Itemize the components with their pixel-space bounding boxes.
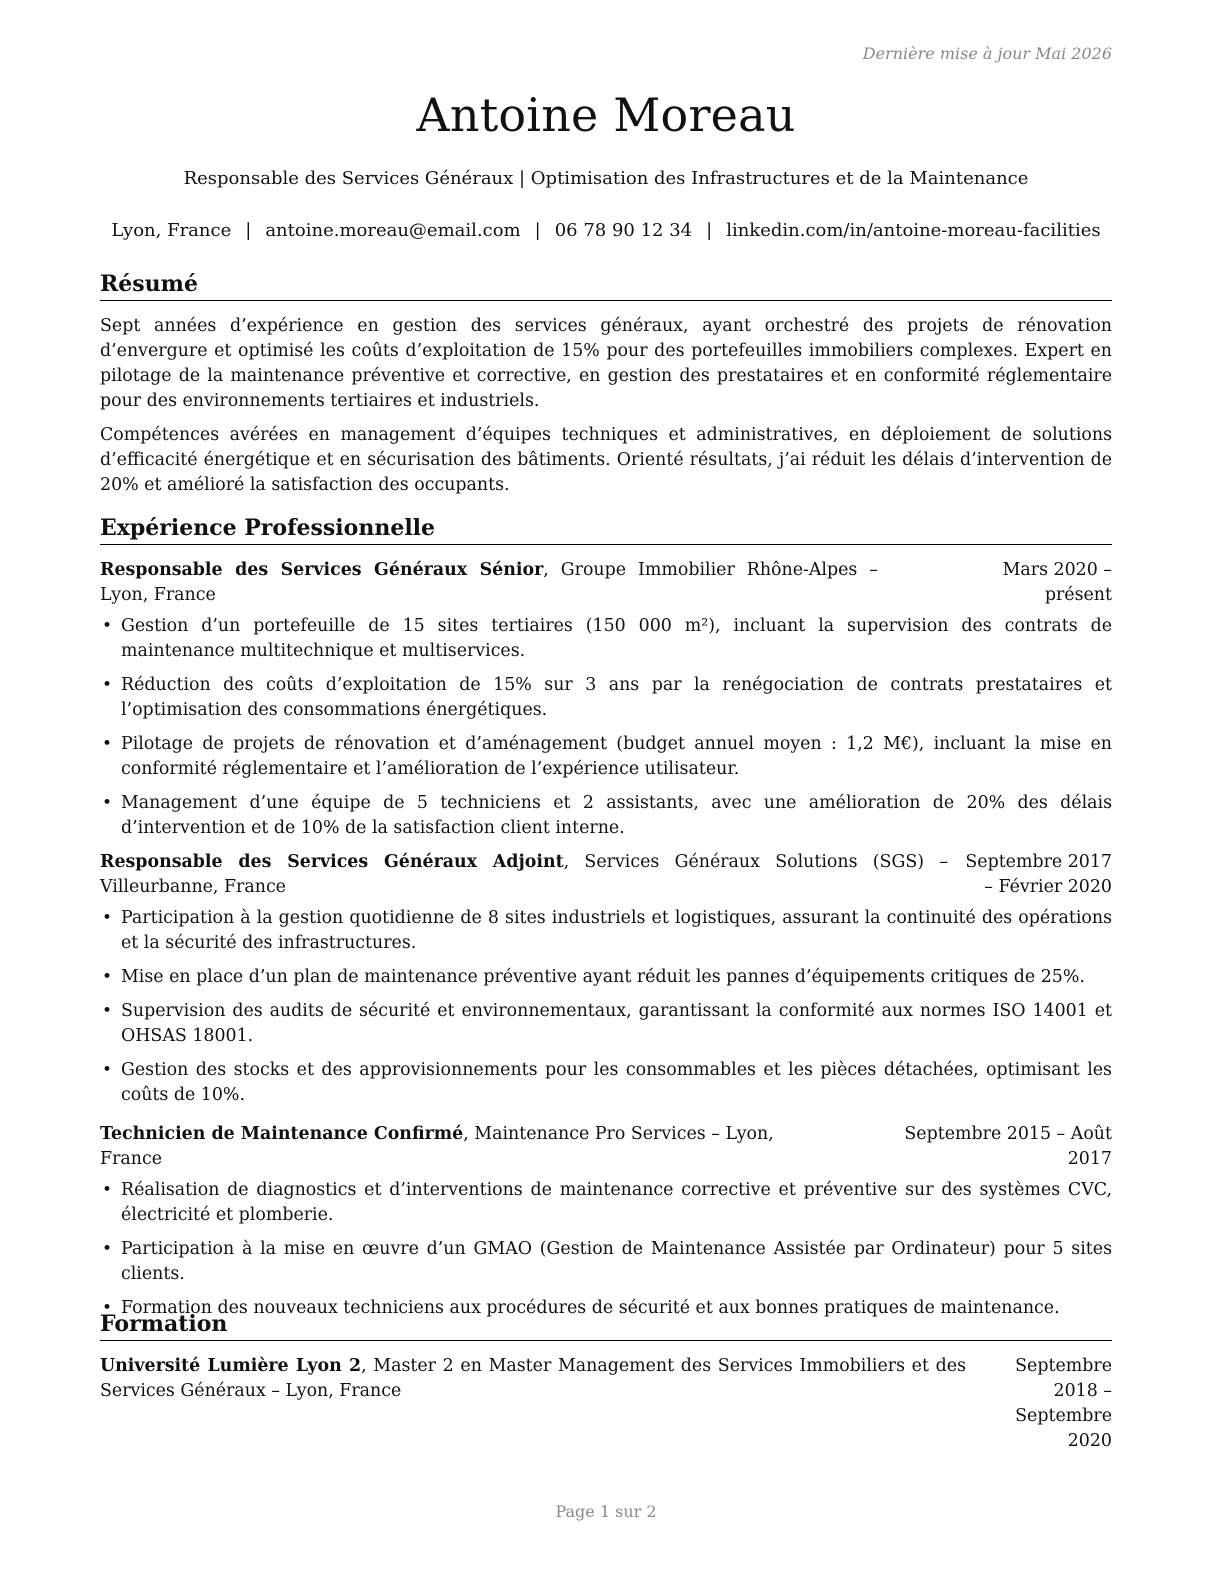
list-item: • Formation des nouveaux techniciens aux procédures de sécurité et aux bonnes pratiques de maintenance. xyxy=(100,1296,1112,1321)
job-dates: Septembre 2015 – Août 2017 xyxy=(904,1124,1112,1169)
education-detail: , Master 2 en Master Management des Services Immobiliers et des Services Généraux – Lyon, France xyxy=(100,1356,966,1401)
list-item: • Participation à la gestion quotidienne de 8 sites industriels et logistiques, assurant la continuité des opérations et la sécurité des infrastructures. xyxy=(100,906,1112,956)
section-title-education: Formation xyxy=(100,1310,1112,1341)
resume-page xyxy=(100,0,1112,1584)
job-entry xyxy=(100,850,1112,1117)
job-bullets xyxy=(100,614,1112,841)
summary-text xyxy=(100,314,1112,507)
job-title xyxy=(100,558,932,608)
job-entry xyxy=(100,1122,1112,1330)
job-org: , Maintenance Pro Services – Lyon, France xyxy=(100,1124,774,1169)
contact-phone[interactable]: 06 78 90 12 34 xyxy=(554,220,693,241)
summary-paragraph: Sept années d’expérience en gestion des services généraux, ayant orchestré des projets de rénovation d’envergure et optimisé les coûts d’exploitation de 15% pour des portefeuilles immobiliers complexes. Expert en pilotage de la maintenance préventive et corrective, en gestion des prestataires et en conformité réglementaire pour des environnements tertiaires et industriels. xyxy=(100,316,1112,411)
job-title xyxy=(100,850,952,900)
job-org: , Services Généraux Solutions (SGS) – Villeurbanne, France xyxy=(100,852,949,897)
list-item: • Réduction des coûts d’exploitation de 15% sur 3 ans par la renégociation de contrats prestataires et l’optimisation des consommations énergétiques. xyxy=(100,673,1112,723)
education-title xyxy=(100,1354,972,1404)
job-header xyxy=(100,558,1112,608)
contact-separator: | xyxy=(534,220,541,241)
job-role: Responsable des Services Généraux Adjoint xyxy=(100,852,564,872)
candidate-name: Antoine Moreau xyxy=(416,88,796,142)
job-dates: Mars 2020 – présent xyxy=(1002,560,1112,605)
contact-line xyxy=(70,220,1142,241)
list-item: • Gestion des stocks et des approvisionnements pour les consommables et les pièces détachées, optimisant les coûts de 10%. xyxy=(100,1058,1112,1108)
list-item: • Participation à la mise en œuvre d’un GMAO (Gestion de Maintenance Assistée par Ordinateur) pour 5 sites clients. xyxy=(100,1237,1112,1287)
tagline: Responsable des Services Généraux | Optimisation des Infrastructures et de la Maintenance xyxy=(183,168,1029,189)
list-item: • Pilotage de projets de rénovation et d’aménagement (budget annuel moyen : 1,2 M€), incluant la mise en conformité réglementaire et l’amélioration de l’expérience utilisateur. xyxy=(100,732,1112,782)
job-title xyxy=(100,1122,872,1172)
job-bullets xyxy=(100,906,1112,1108)
education-header xyxy=(100,1354,1112,1454)
education-school: Université Lumière Lyon 2 xyxy=(100,1356,362,1376)
job-entry xyxy=(100,558,1112,850)
page-number: Page 1 sur 2 xyxy=(555,1502,657,1521)
list-item: • Supervision des audits de sécurité et environnementaux, garantissant la conformité aux normes ISO 14001 et OHSAS 18001. xyxy=(100,999,1112,1049)
education-dates: Septembre 2018 – Septembre 2020 xyxy=(1015,1356,1112,1451)
education-entry xyxy=(100,1354,1112,1454)
job-dates: Septembre 2017 – Février 2020 xyxy=(965,852,1112,897)
job-header xyxy=(100,850,1112,900)
list-item: • Gestion d’un portefeuille de 15 sites tertiaires (150 000 m²), incluant la supervision des contrats de maintenance multitechnique et multiservices. xyxy=(100,614,1112,664)
contact-separator: | xyxy=(245,220,252,241)
job-bullets xyxy=(100,1178,1112,1321)
contact-email[interactable]: antoine.moreau@email.com xyxy=(265,220,521,241)
contact-location: Lyon, France xyxy=(111,220,232,241)
list-item: • Management d’une équipe de 5 techniciens et 2 assistants, avec une amélioration de 20% des délais d’intervention et de 10% de la satisfaction client interne. xyxy=(100,791,1112,841)
summary-paragraph: Compétences avérées en management d’équipes techniques et administratives, en déploiement de solutions d’efficacité énergétique et en sécurisation des bâtiments. Orienté résultats, j’ai réduit les délais d’intervention de 20% et amélioré la satisfaction des occupants. xyxy=(100,425,1112,495)
section-title-experience: Expérience Professionnelle xyxy=(100,514,1112,545)
section-title-summary: Résumé xyxy=(100,270,1112,301)
list-item: • Mise en place d’un plan de maintenance préventive ayant réduit les pannes d’équipements critiques de 25%. xyxy=(100,965,1112,990)
list-item: • Réalisation de diagnostics et d’interventions de maintenance corrective et préventive sur des systèmes CVC, électricité et plomberie. xyxy=(100,1178,1112,1228)
job-org: , Groupe Immobilier Rhône-Alpes – Lyon, France xyxy=(100,560,878,605)
last-updated: Dernière mise à jour Mai 2026 xyxy=(862,44,1112,63)
contact-separator: | xyxy=(706,220,713,241)
contact-linkedin[interactable]: linkedin.com/in/antoine-moreau-facilities xyxy=(726,220,1101,241)
job-role: Responsable des Services Généraux Sénior xyxy=(100,560,544,580)
job-header xyxy=(100,1122,1112,1172)
job-role: Technicien de Maintenance Confirmé xyxy=(100,1124,464,1144)
